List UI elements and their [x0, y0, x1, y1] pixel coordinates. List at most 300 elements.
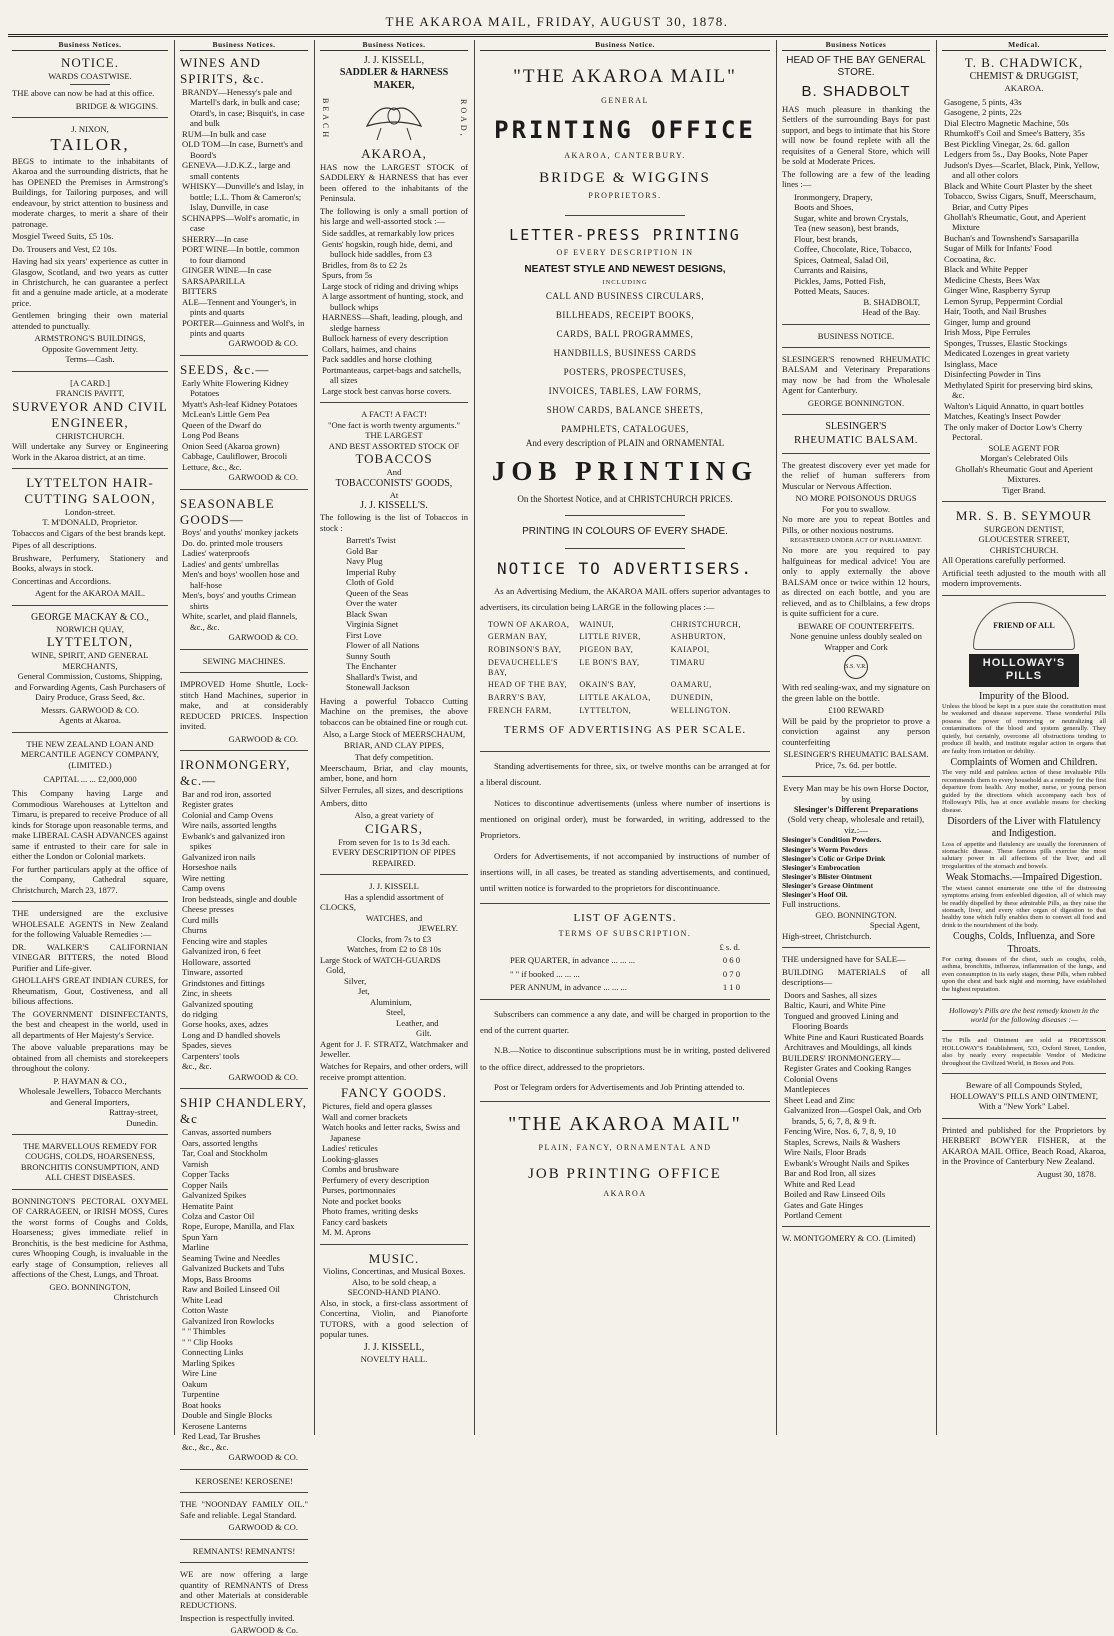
seal-icon: S.S. V.R.	[844, 655, 868, 679]
medical-item: Judson's Dyes—Scarlet, Black, Pink, Yellow, and all other colors	[944, 159, 1100, 181]
kissells-heading: J. J. KISSELL'S.	[360, 500, 428, 512]
city-item: TIMARU	[670, 657, 706, 667]
commission-text: General Commission, Customs, Shipping, and Forwarding Agents, Cash Purchasers of Dairy Produce, Grass Seed, &c.	[14, 671, 166, 703]
store-list	[782, 192, 930, 297]
medical-item: Ghollah's Rheumatic, Gout, and Aperient Mixture	[944, 212, 1086, 233]
ironmongery-list	[180, 789, 308, 1072]
ship-item: Turpentine	[182, 1389, 220, 1400]
preparation-item: Slesinger's Blister Ointment	[782, 872, 872, 882]
ironmongery-item: Horseshoe nails	[182, 862, 237, 873]
ship-item: Copper Tacks	[182, 1169, 230, 1180]
medical-item: Disinfecting Powder in Tins	[944, 369, 1041, 380]
medical-item: Rhumkoff's Coil and Smee's Battery, 35s	[944, 128, 1085, 139]
seeds-item: McLean's Little Gem Pea	[182, 409, 270, 420]
hob-heading: HEAD OF THE BAY GENERAL STORE.	[786, 55, 926, 79]
saddle-item: Side saddles, at remarkably low prices	[322, 228, 455, 239]
fancy-list	[320, 1101, 468, 1237]
builders-item: White and Red Lead	[784, 1178, 855, 1189]
ship-item: Galvanized Spikes	[182, 1190, 247, 1201]
medical-item: Gasogene, 2 pints, 22s	[944, 107, 1022, 118]
seeds-item: Myatt's Ash-leaf Kidney Potatoes	[182, 398, 298, 409]
saddle-item: Large stock of riding and driving whips	[322, 280, 459, 291]
garwood-signature: GARWOOD & CO.	[228, 338, 298, 349]
ship-item: Cotton Waste	[182, 1305, 229, 1316]
builders-heading: BUILDERS' IRONMONGERY—	[782, 1052, 901, 1063]
store-item: Currants and Raisins,	[794, 265, 868, 276]
city-item: WELLINGTON.	[670, 705, 731, 715]
builders-item: Fencing Wire, Nos. 6, 7, 8, 9, 10	[784, 1126, 896, 1137]
work-item: SHOW CARDS, BALANCE SHEETS,	[546, 404, 704, 415]
fancy-item: Ladies' reticules	[322, 1143, 378, 1154]
ironmongery-item: Gorse hooks, axes, adzes	[182, 1019, 269, 1030]
preparation-item: Slesinger's Worm Powders	[782, 844, 868, 854]
remnants-body: WE are now offering a large quantity of REMNANTS of Dress and other Materials at considerable REDUCTIONS.	[180, 1569, 308, 1611]
store-item: Tea (new season), best brands,	[794, 223, 899, 234]
ship-item: Oars, assorted lengths	[182, 1137, 258, 1148]
store-item: Flour, best brands,	[794, 233, 858, 244]
brushware-text: Brushware, Perfumery, Stationery and Books, always in stock.	[12, 552, 168, 574]
tobacconists-heading: TOBACCONISTS' GOODS,	[335, 477, 453, 489]
rates-table	[480, 942, 770, 993]
seasonable-list	[180, 527, 308, 632]
seasonable-item: Ladies' and gents' umbrellas	[182, 558, 279, 569]
general-label: GENERAL	[601, 96, 649, 106]
medical-item: The only maker of Doctor Low's Cherry Pectoral.	[944, 421, 1083, 443]
sale-text: THE undersigned have for SALE—	[782, 954, 906, 965]
city-item: LITTLE RIVER,	[579, 632, 641, 642]
tobacco-item: Imperial Ruby	[346, 566, 396, 577]
ship-item: White Lead	[182, 1294, 223, 1305]
ferrules-text: Silver Ferrules, all sizes, and descriptions	[320, 785, 463, 796]
aluminium-label: Aluminium,	[370, 996, 412, 1007]
no-more-body: No more are you required to pay halfguineas for medical advice! You are only to apply externally the above BALSAM once or twice within 12 hours, as directed on each bottle, and you are relieved, and as to Chilblains, a few drops is quite sufficient for a cure.	[782, 545, 930, 619]
morgan-text: Morgan's Celebrated Oils	[980, 453, 1068, 464]
notice-advertisers-heading: NOTICE TO ADVERTISERS.	[497, 559, 753, 579]
job-office-heading: JOB PRINTING OFFICE	[528, 1165, 722, 1182]
beware-text: Beware of all Compounds Styled,	[965, 1080, 1083, 1091]
builders-item: Portland Cement	[784, 1210, 842, 1220]
saddle-item: Bridles, from 8s to £2 2s	[322, 259, 407, 270]
wines-item: SCHNAPPS—Wolf's aromatic, in case	[182, 212, 300, 234]
agent-text: Agent for J. F. STRATZ, Watchmaker and Jeweller.	[320, 1038, 468, 1059]
seymour-heading: MR. S. B. SEYMOUR	[955, 508, 1093, 524]
medical-item: Matches, Keating's Insect Powder	[944, 411, 1061, 422]
complaints-body: The very mild and painless action of these invaluable Pills recommends them to every household as a remedy for the first departure from health. Any mother, nurse, or young person guided by the directions which accompany each box of Holloway's Pills, has at once available means for checking disease.	[942, 769, 1106, 814]
including-label: INCLUDING	[602, 279, 648, 287]
shadbolt-signature: B. SHADBOLT,	[863, 296, 920, 307]
business-notice-heading: BUSINESS NOTICE.	[817, 330, 895, 341]
largest-label: THE LARGEST	[365, 430, 423, 441]
work-item: CALL AND BUSINESS CIRCULARS,	[545, 291, 705, 302]
walker-text: DR. WALKER'S CALIFORNIAN VINEGAR BITTERS, the noted Blood Purifier and Life-giver.	[12, 941, 168, 973]
variety-text: Also, a great variety of	[354, 810, 434, 821]
defy-text: That defy competition.	[354, 752, 434, 763]
ghollah-text: Ghollah's Rheumatic Gout and Aperient Mixtures.	[955, 463, 1093, 485]
ship-item: Rope, Europe, Manilla, and Flax	[182, 1221, 295, 1232]
builders-item: Ewbank's Wrought Nails and Spikes	[784, 1157, 910, 1168]
seeds-item: Cabbage, Cauliflower, Brocoli	[182, 451, 288, 462]
column-heading: Business Notices.	[180, 40, 308, 51]
trousers-price: Do. Trousers and Vest, £2 10s.	[12, 243, 117, 254]
akaroa-label: AKAROA.	[1004, 83, 1044, 94]
seeds-item: Long Pod Beans	[182, 430, 239, 441]
wine-merchants: WINE, SPIRIT, AND GENERAL MERCHANTS,	[31, 650, 149, 671]
inspection-text: Inspection is respectfully invited.	[180, 1612, 295, 1623]
saddle-item: Pack saddles and horse clothing	[322, 354, 432, 365]
city-item: BARRY'S BAY,	[488, 693, 547, 703]
shortest-notice: On the Shortest Notice, and at CHRISTCHURCH PRICES.	[517, 494, 733, 505]
column-rule	[936, 40, 937, 1435]
builders-item: Bar and Rod Iron, all sizes	[784, 1168, 876, 1179]
ship-item: Raw and Boiled Linseed Oil	[182, 1284, 280, 1295]
red-wax-text: With red sealing-wax, and my signature on the green lable on the bottle.	[782, 682, 930, 703]
following-text: The following is only a small portion of his large and well-assorted stock :—	[320, 205, 468, 226]
city-item: GERMAN BAY,	[488, 632, 548, 642]
wines-list	[180, 87, 308, 339]
adv-intro: As an Advertising Medium, the AKAROA MAIL offers superior advantages to advertisers, its circulation being LARGE in the following places :—	[480, 585, 770, 613]
leather-label: Leather, and	[396, 1017, 439, 1028]
watches-price: Watches, from £2 to £8 10s	[346, 944, 442, 955]
ironmongery-item: Register grates	[182, 799, 234, 810]
fancy-item: Watch hooks and letter racks, Swiss and Japanese	[322, 1122, 460, 1143]
ironmongery-item: Galvanized spouting	[182, 998, 253, 1009]
no-more-heading: NO MORE POISONOUS DRUGS	[795, 493, 917, 504]
cigars-heading: CIGARS,	[365, 820, 423, 836]
seasonable-item: Men's and boys' woollen hose and half-hose	[182, 569, 300, 590]
shadbolt-body: HAS much pleasure in thanking the Settlers of the surrounding Bays for past support, and begs to intimate that his Store will now be found replete with all the requisites of a General Store, which will be sold at Moderate Prices.	[782, 103, 930, 167]
ironmongery-item: Cheese presses	[182, 904, 234, 915]
saddle-item: Collars, haimes, and chains	[322, 343, 417, 354]
store-item: Boots and Shoes,	[794, 202, 854, 213]
bonnington-place: Christchurch	[113, 1292, 158, 1303]
jet-label: Jet,	[358, 986, 370, 997]
work-item: CARDS, BALL PROGRAMMES,	[556, 329, 694, 340]
wards-signature: BRIDGE & WIGGINS.	[75, 100, 158, 111]
tobaccos-text: Tobaccos and Cigars of the best brands kept.	[12, 527, 166, 538]
ship-item: Tar, Coal and Stockholm	[182, 1148, 268, 1159]
builders-item: Galvanized Iron—Gospel Oak, and Orb brands, 5, 6, 7, 8, & 9 ft.	[784, 1105, 922, 1126]
ironmongery-item: Holloware, assorted	[182, 956, 251, 967]
building-item: White Pine and Kauri Rusticated Boards	[784, 1031, 924, 1042]
medical-item: Sponges, Trusses, Elastic Stockings	[944, 337, 1067, 348]
medical-item: Cocoatina, &c.	[944, 253, 996, 264]
ship-item: Seaming Twine and Needles	[182, 1252, 280, 1263]
builders-item: Boiled and Raw Linseed Oils	[784, 1189, 886, 1200]
medical-item: Tobacco, Swiss Cigars, Snuff, Meerschaum, Briar, and Cutty Pipes	[944, 191, 1096, 212]
capital-text: CAPITAL ... ... £2,000,000	[43, 773, 137, 784]
dentist-label: SURGEON DENTIST,	[983, 523, 1065, 534]
ship-list	[180, 1127, 308, 1452]
akaroa-heading: AKAROA,	[361, 145, 427, 161]
medical-item: Medicine Chests, Bees Wax	[944, 274, 1041, 285]
ironmongery-item: Long and D handled shovels	[182, 1029, 281, 1040]
date-text: August 30, 1878.	[1036, 1168, 1096, 1179]
clocks-intro: Has a splendid assortment of	[344, 891, 444, 902]
sewing-heading: SEWING MACHINES.	[202, 655, 286, 666]
ship-item: Marling Spikes	[182, 1357, 235, 1368]
ironmongery-item: Colonial and Camp Ovens	[182, 809, 273, 820]
pavitt-name: FRANCIS PAVITT,	[55, 388, 125, 399]
wines-item: PORT WINE—In bottle, common to four diamond	[182, 244, 300, 265]
wines-item: GINGER WINE—In case	[182, 265, 272, 276]
medical-item: Ginger, lump and ground	[944, 316, 1031, 327]
city-item: ASHBURTON,	[670, 632, 726, 642]
column-heading: Business Notices.	[320, 40, 468, 51]
rate-value: 0 6 0	[722, 955, 740, 966]
genuine-text: None genuine unless doubly sealed on Wrapper and Cork	[790, 631, 922, 652]
road-label: ROAD,	[459, 98, 468, 139]
wines-item: ALE—Tennent and Younger's, in pints and quarts	[182, 296, 297, 318]
pectoral-text: BONNINGTON'S PECTORAL OXYMEL OF CARRAGEEN, or IRISH MOSS, Cures the worst forms of Coughs and Colds, Hoarseness; gives immediate relief in Bronchitis, is the best medicine for Asthma, cures Whooping Cough, is invaluable in the early stage of Consumption, relieves all affections of the Chest, Lungs, and Throat.	[12, 1195, 168, 1280]
bonnington-name: GEO. BONNINGTON,	[49, 1281, 131, 1292]
best-remedy-text: Holloway's Pills are the best remedy known in the world for the following diseases :—	[949, 1006, 1099, 1025]
music-body: Violins, Concertinas, and Musical Boxes.	[322, 1266, 466, 1277]
fancy-item: Note and pocket books	[322, 1195, 401, 1206]
building-list	[782, 990, 930, 1053]
column-rule	[776, 40, 777, 1435]
saddle-emblem-icon	[359, 96, 429, 142]
ship-item: Double and Single Blocks	[182, 1410, 272, 1421]
medical-item: Hair, Tooth, and Nail Brushes	[944, 306, 1047, 317]
city-item: DUNEDIN,	[670, 693, 714, 703]
work-item: POSTERS, PROSPECTUSES,	[563, 366, 687, 377]
ship-item: Connecting Links	[182, 1347, 244, 1358]
saddle-item: Bullock harness of every description	[322, 333, 449, 344]
different-heading: Slesinger's Different Preparations	[793, 804, 919, 814]
wines-item: GENEVA—J.D.K.Z., large and small contents	[182, 160, 291, 181]
fact-heading: A FACT! A FACT!	[361, 409, 427, 420]
city-item: LYTTELTON,	[579, 705, 632, 715]
store-item: Spices, Oatmeal, Salad Oil,	[794, 254, 889, 265]
building-heading: BUILDING MATERIALS of all descriptions—	[782, 966, 930, 988]
medical-item: Black and White Court Plaster by the sheet	[944, 180, 1093, 191]
ointment-text: HOLLOWAY'S PILLS AND OINTMENT,	[949, 1090, 1099, 1101]
tobacco-item: The Enchanter	[346, 661, 397, 672]
obtained-text: The above valuable preparations may be obtained from all chemists and storekeepers throughout the colony.	[12, 1042, 168, 1074]
ironmongery-item: Ewbank's and galvanized iron spikes	[182, 830, 285, 852]
wines-item: SARSAPARILLA	[182, 275, 246, 286]
builders-item: Wire Nails, Floor Brads	[784, 1147, 867, 1158]
ironmongery-item: Curd mills	[182, 914, 219, 925]
preparation-item: Slesinger's Hoof Oil.	[782, 890, 848, 900]
sewing-body: IMPROVED Home Shuttle, Lock-stitch Hand Machines, superior in make, and at considerably REDUCED PRICES. Inspection invited.	[180, 679, 308, 732]
discontinue-text: Notices to discontinue advertisements (unless where number of insertions is mentioned on original order), must be forwarded, in writing, addressed to the Proprietors.	[480, 797, 770, 841]
wines-item: BRANDY—Henessy's pale and Martell's dark, in bulk and case; Otard's, in case; Bisquit's, in case and bulk	[182, 86, 305, 129]
garwood-agents: Messrs. GARWOOD & CO.	[40, 704, 140, 715]
cutting-text: Having a powerful Tobacco Cutting Machine on the premises, the above tobaccos can be obtained fine or rough cut.	[320, 695, 468, 727]
builders-list	[782, 1063, 930, 1220]
medical-item: Lemon Syrup, Peppermint Cordial	[944, 295, 1063, 306]
lyttelton-heading: LYTTELTON,	[46, 634, 134, 650]
rate-label: PER QUARTER, in advance ... ... ...	[510, 955, 636, 966]
complaints-heading: Complaints of Women and Children.	[950, 757, 1098, 769]
city-item: DEVAUCHELLE'S BAY,	[488, 657, 559, 677]
builders-item: Sheet Lead and Zinc	[784, 1094, 855, 1105]
every-man-text: Every Man may be his own Horse Doctor, by using	[783, 783, 929, 804]
garwood-signature: GARWOOD & CO.	[228, 632, 298, 643]
store-item: Ironmongery, Drapery,	[794, 191, 873, 202]
ironmongery-item: Camp ovens	[182, 883, 225, 894]
ship-item: Oakum	[182, 1378, 208, 1389]
ship-item: Colza and Castor Oil	[182, 1210, 255, 1221]
bonnington-name: GEORGE BONNINGTON.	[807, 397, 905, 408]
column-2	[180, 40, 308, 1636]
nb-text: N.B.—Notice to discontinue subscriptions must be in writing, posted delivered to the office direct, addressed to the proprietors.	[480, 1045, 770, 1072]
store-item: Pickles, Jams, Potted Fish,	[794, 275, 886, 286]
hob-signature: Head of the Bay.	[862, 307, 920, 318]
tobacco-item: Flower of all Nations	[346, 640, 420, 651]
work-list	[480, 287, 770, 438]
wines-heading: WINES AND SPIRITS, &c.	[180, 55, 265, 86]
liver-body: Loss of appetite and flatulency are usually the forerunners of stomachic disease. These famous pills exercise the most salutary power in all affections of the liver, and all irregularities of the stomach and bowels.	[942, 840, 1106, 870]
post-text: Post or Telegram orders for Advertisements and Job Printing attended to.	[494, 1082, 745, 1093]
builders-item: Mantlepieces	[784, 1084, 830, 1095]
standing-text: Standing advertisements for three, six, or twelve months can be arranged at for a liberal discount.	[480, 761, 770, 788]
clocks-heading: CLOCKS,	[320, 902, 357, 913]
medical-item: Buchan's and Townshend's Sarsaparilla	[944, 232, 1079, 243]
akaroa-label: AKAROA	[603, 1188, 647, 1198]
ship-item: Copper Nails	[182, 1179, 228, 1190]
shadbolt-heading: B. SHADBOLT	[801, 82, 911, 100]
builders-item: Colonial Ovens	[784, 1073, 838, 1084]
tobacco-list	[320, 535, 468, 692]
city-item: OKAIN'S BAY,	[579, 680, 637, 690]
ironmongery-item: Galvanized iron nails	[182, 851, 256, 862]
teeth-text: Artificial teeth adjusted to the mouth with all modern improvements.	[942, 567, 1106, 589]
mdonald-proprietor: T. M'DONALD, Proprietor.	[42, 517, 138, 528]
proprietors-label: PROPRIETORS.	[588, 191, 662, 201]
work-item: INVOICES, TABLES, LAW FORMS,	[548, 385, 702, 396]
surveyor-body: Will undertake any Survey or Engineering Work in the Akaroa district, at an time.	[12, 441, 168, 462]
column-4	[480, 40, 770, 1435]
surveyor-heading: SURVEYOR AND CIVIL ENGINEER,	[12, 398, 168, 430]
column-rule	[174, 40, 175, 1435]
tobacco-item: Over the water	[346, 598, 398, 609]
saddler-heading: SADDLER & HARNESS MAKER,	[339, 67, 449, 91]
coughs-body: For curing diseases of the chest, such as coughs, colds, asthma, bronchitis, influenza, inflammation of the lungs, and even consumption in its early stages, these Pills, when rubbed upon the chest and back night and morning, have established the highest reputation.	[942, 955, 1106, 993]
seasonable-item: White, scarlet, and plaid flannels, &c., &c.	[182, 611, 298, 632]
medical-item: Medicated Lozenges in great variety	[944, 348, 1070, 359]
seasonable-item: Do. do. printed mole trousers	[182, 537, 283, 548]
column-heading: Medical.	[942, 40, 1106, 51]
builders-item: Staples, Screws, Nails & Washers	[784, 1136, 901, 1147]
fancy-item: Photo frames, writing desks	[322, 1206, 418, 1217]
city-item: HEAD OF THE BAY,	[488, 680, 567, 690]
notice-heading: NOTICE.	[61, 55, 119, 71]
meerschaum-text: Also, a Large Stock of MEERSCHAUM, BRIAR, AND CLAY PIPES,	[322, 729, 466, 750]
tailor-body: BEGS to intimate to the inhabitants of Akaroa and the surrounding districts, that he has OPENED the Premises in Armstrong's Buildings, for Tailoring purposes, and will endeavour, by strict attention to business and moderate charges, to merit a share of their patronage.	[12, 155, 168, 229]
fancy-item: Perfumery of every description	[322, 1174, 430, 1185]
rate-value: 0 7 0	[722, 968, 740, 979]
high-street: High-street, Christchurch.	[782, 930, 872, 941]
ship-item: Wire Line	[182, 1368, 217, 1379]
garwood-signature: GARWOOD & CO.	[228, 1522, 298, 1533]
seasonable-item: Men's, boys' and youths Crimean shirts	[182, 590, 297, 611]
city-item: WAINUI,	[579, 619, 615, 629]
kissell-name: J. J. KISSELL,	[363, 1341, 425, 1353]
sole-agent: SOLE AGENT FOR	[988, 442, 1060, 453]
tobacco-item: Black Swan	[346, 608, 388, 619]
rate-label: PER ANNUM, in advance ... ... ...	[510, 982, 627, 993]
liver-heading: Disorders of the Liver with Flatulency and Indigestion.	[947, 816, 1101, 840]
medical-item: Ledgers from 5s., Day Books, Note Paper	[944, 149, 1088, 160]
medical-item: Irish Moss, Pipe Ferrules	[944, 327, 1031, 338]
saddle-item: Spurs, from 5s	[322, 270, 373, 281]
column-heading: Business Notices	[782, 40, 930, 51]
medical-item: Walton's Liquid Annatto, in quart bottles	[944, 400, 1084, 411]
mosgiel-price: Mosgiel Tweed Suits, £5 10s.	[12, 231, 114, 242]
ship-item: &c., &c., &c.	[182, 1441, 229, 1452]
seeds-item: Early White Flowering Kidney Potatoes	[182, 377, 289, 399]
reward-heading: £100 REWARD	[828, 705, 884, 716]
city-item: ROBINSON'S BAY,	[488, 645, 562, 655]
ironmongery-item: Bar and rod iron, assorted	[182, 788, 272, 799]
special-agent: Special Agent,	[869, 920, 920, 931]
sold-text: (Sold very cheap, wholesale and retail), viz.:—	[787, 814, 925, 835]
building-item: Doors and Sashes, all sizes	[784, 989, 877, 1000]
weak-body: The wisest cannot enumerate one tithe of the distressing symptoms arising from enfeebled digestion, all of which may be readily dispelled by these admirable Pills, as they raise the stomach, liver, and every other organ of digestion to that healthy tone which fully enables them to convert all food and drink to the nourishment of the body.	[942, 884, 1106, 929]
store-item: Coffee, Chocolate, Rice, Tobacco,	[794, 244, 912, 255]
holloway-emblem-icon: FRIEND OF ALL	[973, 602, 1075, 650]
cigars-price: From seven for 1s to 1s 3d each.	[338, 836, 450, 847]
hair-saloon-heading: LYTTELTON HAIR-CUTTING SALOON,	[24, 475, 156, 506]
ironmongery-item: Tinware, assorted	[182, 967, 243, 978]
pipes-list: Meerschaum, Briar, and clay mounts, amber, bone, and horn	[320, 762, 468, 783]
tobacco-item: Virginia Signet	[346, 619, 399, 630]
saddle-item: Gents' hogskin, rough hide, demi, and bullock hide saddles, from £3	[322, 238, 453, 260]
piano-heading: SECOND-HAND PIANO.	[347, 1287, 441, 1298]
kissell-name: J. J. KISSELL	[369, 881, 419, 892]
guards-text: Large Stock of WATCH-GUARDS	[320, 954, 441, 965]
medical-item: Black and White Pepper	[944, 264, 1028, 275]
ambers-text: Ambers, ditto	[320, 797, 368, 808]
building-item: Architraves and Mouldings, all kinds	[784, 1042, 912, 1053]
ironmongery-item: Churns	[182, 925, 207, 936]
ironmongery-item: Wire netting	[182, 872, 225, 883]
ironmongery-item: Wire nails, assorted lengths	[182, 820, 277, 831]
gloucester-street: GLOUCESTER STREET,	[978, 534, 1070, 545]
concertinas-text: Concertinas and Accordions.	[12, 575, 112, 586]
medical-list	[942, 97, 1106, 443]
full-instructions: Full instructions.	[782, 899, 841, 910]
armstrong-buildings: ARMSTRONG'S BUILDINGS,	[34, 333, 146, 344]
steel-label: Steel,	[386, 1007, 406, 1018]
agents-at: Agents at Akaroa.	[59, 715, 121, 726]
preparation-item: Slesinger's Grease Ointment	[782, 881, 874, 891]
ship-item: Boat hooks	[182, 1399, 221, 1410]
bonnington-name: GEO. BONNINGTON.	[815, 909, 897, 920]
noonday-text: THE "NOONDAY FAMILY OIL." Safe and reliable. Legal Standard.	[180, 1499, 308, 1520]
seeds-heading: SEEDS, &c.—	[180, 361, 270, 377]
fancy-item: Purses, portmonnaies	[322, 1185, 396, 1196]
ironmongery-item: Fencing wire and staples	[182, 935, 268, 946]
lsd-header: £ s. d.	[719, 941, 740, 952]
fancy-item: Wall and corner brackets	[322, 1111, 408, 1122]
operations-text: All Operations carefully performed.	[942, 555, 1066, 566]
ironmongery-item: do ridging	[182, 1009, 218, 1019]
fancy-item: Looking-glasses	[322, 1153, 379, 1164]
ironmongery-item: Zinc, in sheets	[182, 988, 232, 999]
ironmongery-item: Galvanized iron, 6 feet	[182, 946, 261, 957]
bridge-wiggins-heading: BRIDGE & WIGGINS	[539, 170, 711, 187]
tailor-heading: TAILOR,	[50, 134, 130, 154]
ship-item: " " Clip Hooks	[182, 1336, 233, 1347]
printed-text: Printed and published for the Proprietors by HERBERT BOWYER FISHER, at the AKAROA MAIL Office, Beach Road, Akaroa, in the Province of Canterbury New Zealand.	[942, 1124, 1106, 1167]
ship-item: Spun Yarn	[182, 1231, 218, 1242]
wines-item: PORTER—Guinness and Wolf's, in pints and quarts	[182, 317, 305, 338]
leading-text: The following are a few of the leading lines :—	[782, 168, 930, 190]
exclusive-text: THE undersigned are the exclusive WHOLESALE AGENTS in New Zealand for the following Valuable Remedies :—	[12, 908, 168, 940]
